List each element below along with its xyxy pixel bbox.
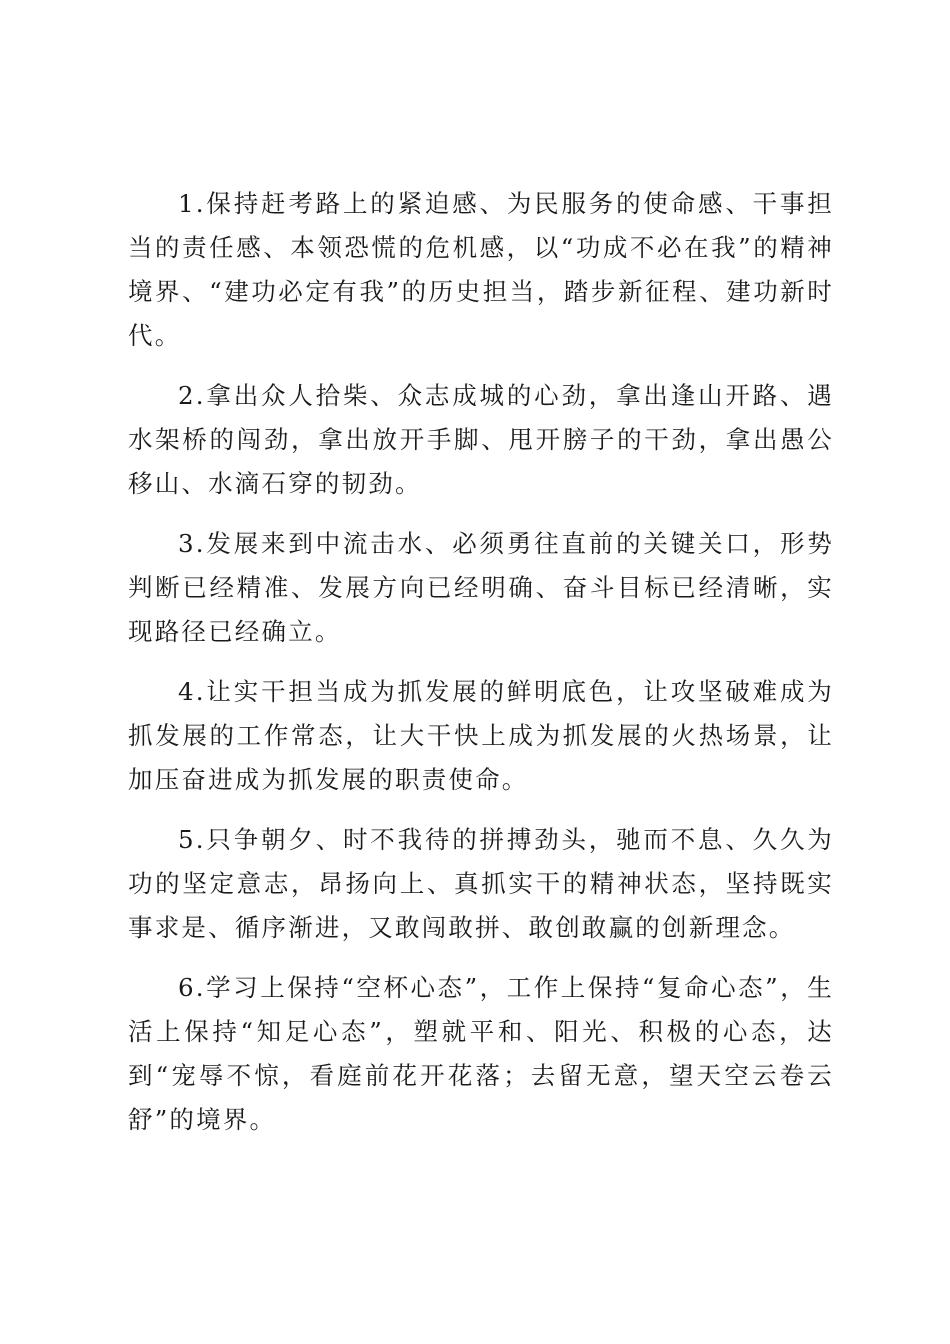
paragraph-5: 5.只争朝夕、时不我待的拼搏劲头，驰而不息、久久为功的坚定意志，昂扬向上、真抓实干的精神状态，坚持既实事求是、循序渐进，又敢闯敢拼、敢创敢赢的创新理念。: [128, 825, 834, 942]
paragraph-4: 4.让实干担当成为抓发展的鲜明底色，让攻坚破难成为抓发展的工作常态，让大干快上成为抓发展的火热场景，让加压奋进成为抓发展的职责使命。: [128, 677, 834, 794]
document-body: [128, 182, 834, 1158]
paragraph-3: 3.发展来到中流击水、必须勇往直前的关键关口，形势判断已经精准、发展方向已经明确、奋斗目标已经清晰，实现路径已经确立。: [128, 529, 834, 646]
paragraph-1: 1.保持赶考路上的紧迫感、为民服务的使命感、干事担当的责任感、本领恐慌的危机感，以“功成不必在我”的精神境界、“建功必定有我”的历史担当，踏步新征程、建功新时代。: [128, 189, 834, 350]
paragraph-6: 6.学习上保持“空杯心态”，工作上保持“复命心态”，生活上保持“知足心态”，塑就平和、阳光、积极的心态，达到“宠辱不惊，看庭前花开花落；去留无意，望天空云卷云舒”的境界。: [128, 973, 834, 1134]
paragraph-2: 2.拿出众人拾柴、众志成城的心劲，拿出逢山开路、遇水架桥的闯劲，拿出放开手脚、甩开膀子的干劲，拿出愚公移山、水滴石穿的韧劲。: [128, 381, 834, 498]
